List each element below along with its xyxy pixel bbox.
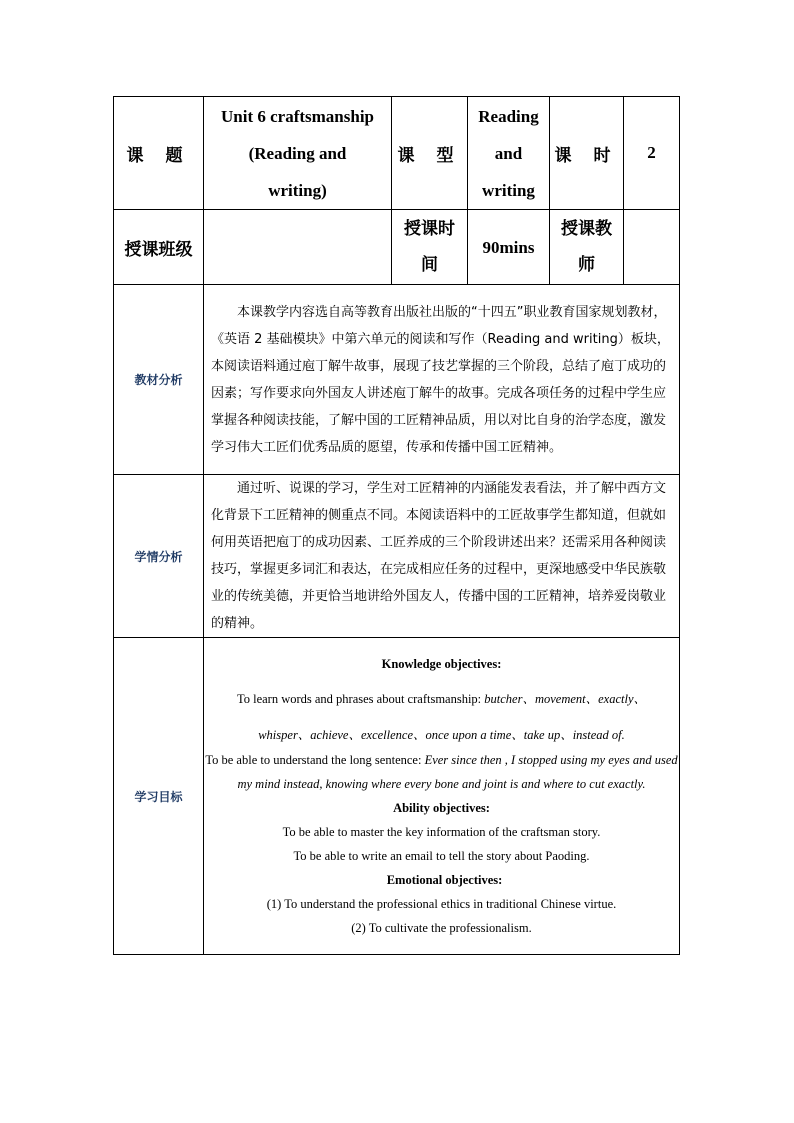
time-value-cell: [468, 210, 550, 285]
spacer: [204, 676, 679, 686]
title-line-3: writing): [268, 180, 327, 200]
sentence-objective: [204, 748, 679, 796]
title-line-2: (Reading and: [248, 143, 347, 163]
teacher-label-line-2: 师: [578, 255, 595, 275]
objectives-cell: [204, 638, 680, 955]
learner-analysis-label: 学情分析: [134, 549, 183, 564]
sentence-intro: To be able to understand the long sentence:: [205, 753, 422, 767]
hours-label: 课 时: [554, 145, 619, 166]
type-value-cell: [468, 97, 550, 210]
emotional-objective-1: (1) To understand the professional ethics in traditional Chinese virtue.: [266, 897, 617, 911]
hours-value-cell: [624, 97, 680, 210]
type-line-2: and: [494, 143, 523, 163]
topic-label-cell: [114, 97, 204, 210]
time-label-cell: [392, 210, 468, 285]
learner-row: [114, 475, 680, 638]
class-label-cell: [114, 210, 204, 285]
learner-label-cell: [114, 475, 204, 638]
learning-objectives-label: 学习目标: [134, 789, 183, 804]
vocab-words-2: whisper、achieve、excellence、once upon a time、take up、instead of.: [258, 728, 625, 742]
objectives-row: [114, 638, 680, 955]
textbook-label-cell: [114, 285, 204, 475]
topic-label: 课 题: [126, 145, 191, 166]
time-label-line-2: 间: [421, 255, 438, 275]
title-line-1: Unit 6 craftsmanship: [220, 106, 374, 126]
sentence-text: Ever since then , I stopped using my eyes and used my mind instead, knowing where every bone and joint is and where to cut exactly.: [237, 753, 678, 791]
vocab-line-2: [204, 722, 679, 748]
ability-objective-1: To be able to master the key information of the craftsman story.: [282, 825, 601, 839]
ability-heading: Ability objectives:: [393, 801, 490, 815]
emotional-objective-2: (2) To cultivate the professionalism.: [351, 921, 532, 935]
type-label: 课 型: [397, 145, 462, 166]
time-value: 90mins: [482, 237, 535, 257]
vocab-words-1: butcher、movement、exactly、: [484, 692, 647, 706]
spacer: [204, 712, 679, 722]
objectives-label-cell: [114, 638, 204, 955]
teacher-label-cell: [550, 210, 624, 285]
teacher-value-cell: [624, 210, 680, 285]
header-row-2: [114, 210, 680, 285]
textbook-analysis-text: 本课教学内容选自高等教育出版社出版的“十四五”职业教育国家规划教材，《英语 2 基础模块》中第六单元的阅读和写作（Reading and writing）板块，本阅读语料通过庖丁解牛故事，展现了技艺掌握的三个阶段，总结了庖丁成功的因素；写作要求向外国友人讲述庖丁解牛的故事。完成各项任务的过程中学生应掌握各种阅读技能，了解中国的工匠精神品质，用以对比自身的治学态度，激发学习伟大工匠们优秀品质的愿望，传承和传播中国工匠精神。: [211, 304, 670, 455]
emotional-heading: Emotional objectives:: [386, 873, 503, 887]
lesson-plan-table: [113, 96, 680, 955]
type-line-1: Reading: [478, 106, 539, 126]
textbook-text-cell: [204, 285, 680, 475]
vocab-intro: To learn words and phrases about craftsmanship:: [236, 692, 482, 706]
title-cell: [204, 97, 392, 210]
type-line-3: writing: [482, 180, 535, 200]
teacher-label-line-1: 授课教: [561, 219, 612, 239]
knowledge-heading: Knowledge objectives:: [381, 657, 502, 671]
vocab-line-1: [204, 686, 679, 712]
type-label-cell: [392, 97, 468, 210]
textbook-analysis-label: 教材分析: [134, 373, 183, 387]
time-label-line-1: 授课时: [404, 219, 455, 239]
learner-text-cell: [204, 475, 680, 638]
class-value-cell: [204, 210, 392, 285]
learner-analysis-text: 通过听、说课的学习，学生对工匠精神的内涵能发表看法，并了解中西方文化背景下工匠精神的侧重点不同。本阅读语料中的工匠故事学生都知道，但就如何用英语把庖丁的成功因素、工匠养成的三个阶段讲述出来？还需采用各种阅读技巧，掌握更多词汇和表达，在完成相应任务的过程中，更深地感受中华民族敬业的传统美德，并更恰当地讲给外国友人，传播中国的工匠精神，培养爱岗敬业的精神。: [211, 481, 667, 631]
class-label: 授课班级: [124, 239, 193, 260]
hours-value: 2: [647, 143, 656, 162]
header-row-1: [114, 97, 680, 210]
hours-label-cell: [550, 97, 624, 210]
ability-objective-2: To be able to write an email to tell the story about Paoding.: [293, 849, 590, 863]
textbook-row: [114, 285, 680, 475]
